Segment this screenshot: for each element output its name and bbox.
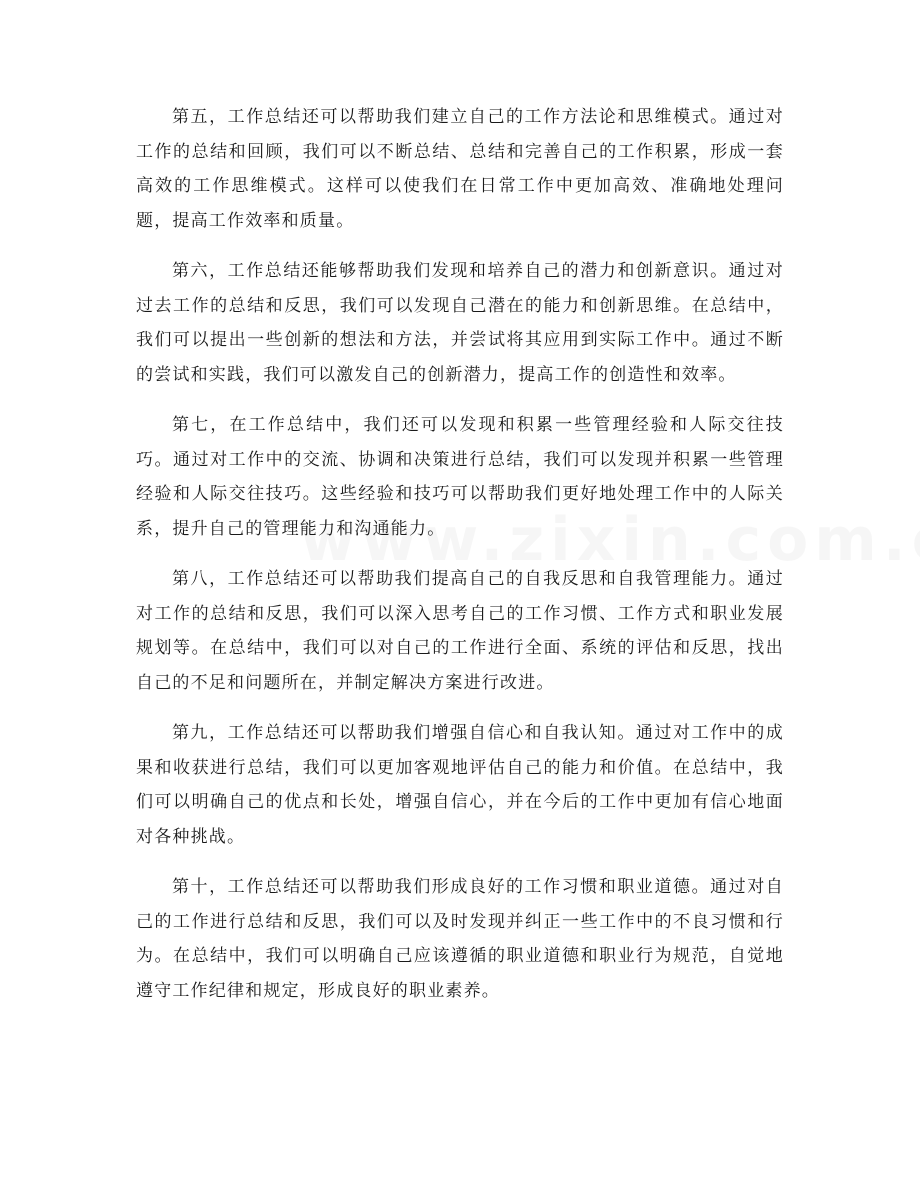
paragraph-10: 第十，工作总结还可以帮助我们形成良好的工作习惯和职业道德。通过对自己的工作进行总结和反思，我们可以及时发现并纠正一些工作中的不良习惯和行为。在总结中，我们可以明确自己应该遵循的职业道德和职业行为规范，自觉地遵守工作纪律和规定，形成良好的职业素养。	[136, 877, 784, 1001]
paragraph-8: 第八，工作总结还可以帮助我们提高自己的自我反思和自我管理能力。通过对工作的总结和反思，我们可以深入思考自己的工作习惯、工作方式和职业发展规划等。在总结中，我们可以对自己的工作进行全面、系统的评估和反思，找出自己的不足和问题所在，并制定解决方案进行改进。	[136, 569, 784, 693]
paragraph-6: 第六，工作总结还能够帮助我们发现和培养自己的潜力和创新意识。通过对过去工作的总结和反思，我们可以发现自己潜在的能力和创新思维。在总结中，我们可以提出一些创新的想法和方法，并尝试将其应用到实际工作中。通过不断的尝试和实践，我们可以激发自己的创新潜力，提高工作的创造性和效率。	[136, 261, 784, 385]
document-body	[136, 100, 784, 1024]
paragraph-9: 第九，工作总结还可以帮助我们增强自信心和自我认知。通过对工作中的成果和收获进行总结，我们可以更加客观地评估自己的能力和价值。在总结中，我们可以明确自己的优点和长处，增强自信心，并在今后的工作中更加有信心地面对各种挑战。	[136, 723, 784, 847]
paragraph-5: 第五，工作总结还可以帮助我们建立自己的工作方法论和思维模式。通过对工作的总结和回顾，我们可以不断总结、总结和完善自己的工作积累，形成一套高效的工作思维模式。这样可以使我们在日常工作中更加高效、准确地处理问题，提高工作效率和质量。	[136, 107, 784, 231]
paragraph-7: 第七，在工作总结中，我们还可以发现和积累一些管理经验和人际交往技巧。通过对工作中的交流、协调和决策进行总结，我们可以发现并积累一些管理经验和人际交往技巧。这些经验和技巧可以帮助我们更好地处理工作中的人际关系，提升自己的管理能力和沟通能力。	[136, 415, 784, 539]
